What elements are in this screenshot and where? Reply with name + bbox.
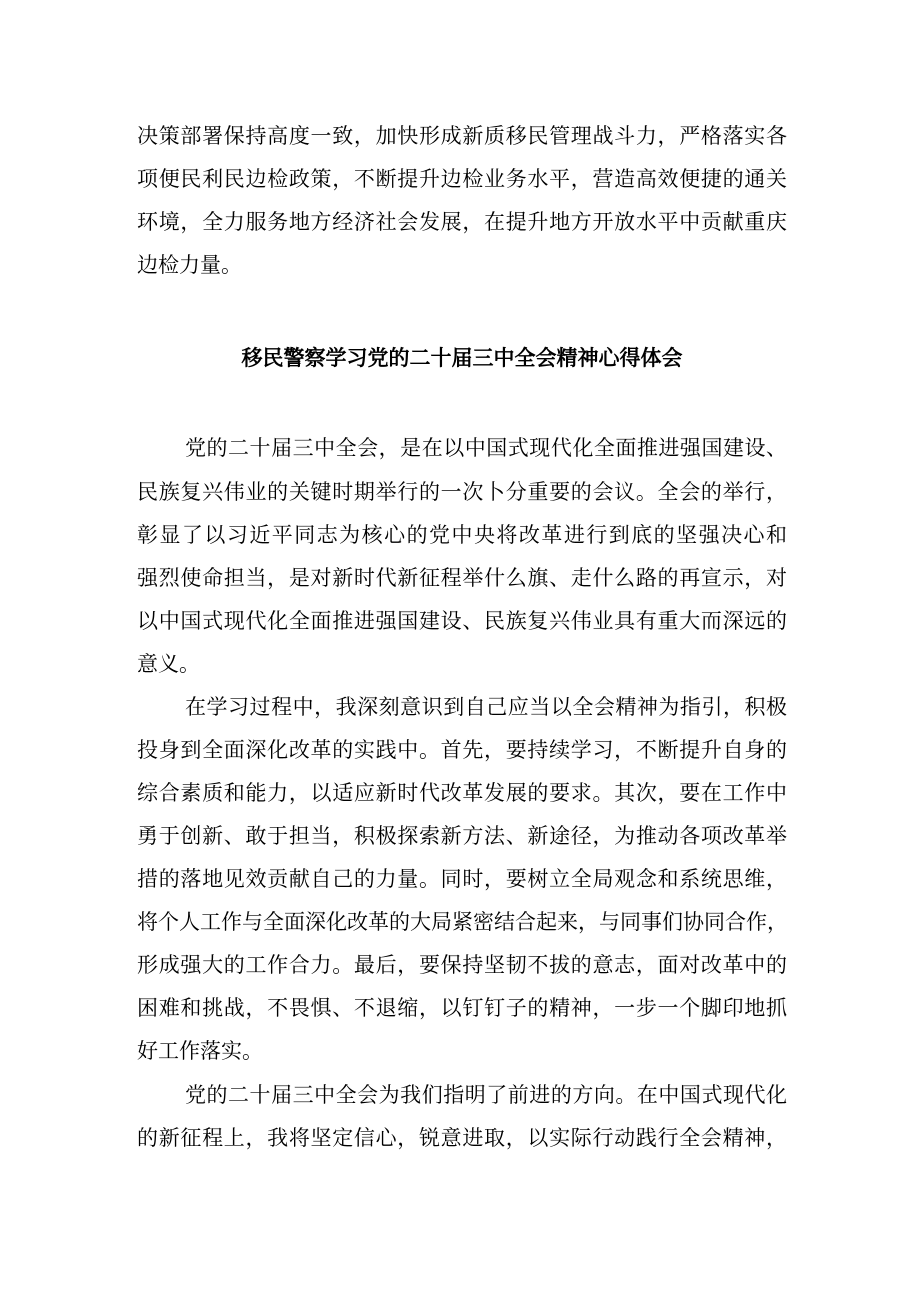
text-line: 将个人工作与全面深化改革的大局紧密结合起来，与同事们协同合作， [137,910,788,934]
text-line: 措的落地见效贡献自己的力量。同时，要树立全局观念和系统思维， [137,867,787,891]
text-line: 彰显了以习近平同志为核心的党中央将改革进行到底的坚强决心和 [137,523,787,547]
text-line: 以中国式现代化全面推进强国建设、民族复兴伟业具有重大而深远的 [137,609,787,633]
text-line: 投身到全面深化改革的实践中。首先，要持续学习，不断提升自身的 [137,738,787,762]
text-line: 决策部署保持高度一致，加快形成新质移民管理战斗力，严格落实各 [137,124,787,148]
text-line: 形成强大的工作合力。最后，要保持坚韧不拔的意志，面对改革中的 [137,953,787,977]
text-line: 党的二十届三中全会为我们指明了前进的方向。在中国式现代化 [185,1083,787,1107]
text-line: 党的二十届三中全会，是在以中国式现代化全面推进强国建设、 [185,436,787,460]
document-title: 移民警察学习党的二十届三中全会精神心得体会 [241,345,683,370]
text-line: 好工作落实。 [137,1039,263,1063]
text-line: 民族复兴伟业的关键时期举行的一次卜分重要的会议。全会的举行， [137,480,787,504]
text-line: 项便民利民边检政策，不断提升边检业务水平，营造高效便捷的通关 [137,167,787,191]
text-line: 在学习过程中，我深刻意识到自己应当以全会精神为指引，积极 [185,695,787,719]
text-line: 综合素质和能力，以适应新时代改革发展的要求。其次，要在工作中 [137,781,787,805]
text-line: 环境，全力服务地方经济社会发展，在提升地方开放水平中贡献重庆 [137,210,787,234]
text-line: 边检力量。 [137,253,242,277]
text-line: 勇于创新、敢于担当，积极探索新方法、新途径，为推动各项改革举 [137,824,787,848]
text-line: 困难和挑战，不畏惧、不退缩，以钉钉子的精神，一步一个脚印地抓 [137,996,787,1020]
text-line: 强烈使命担当，是对新时代新征程举什么旗、走什么路的再宣示，对 [137,566,787,590]
text-line: 意义。 [137,652,200,676]
text-line: 的新征程上，我将坚定信心，锐意进取，以实际行动践行全会精神， [137,1126,787,1150]
